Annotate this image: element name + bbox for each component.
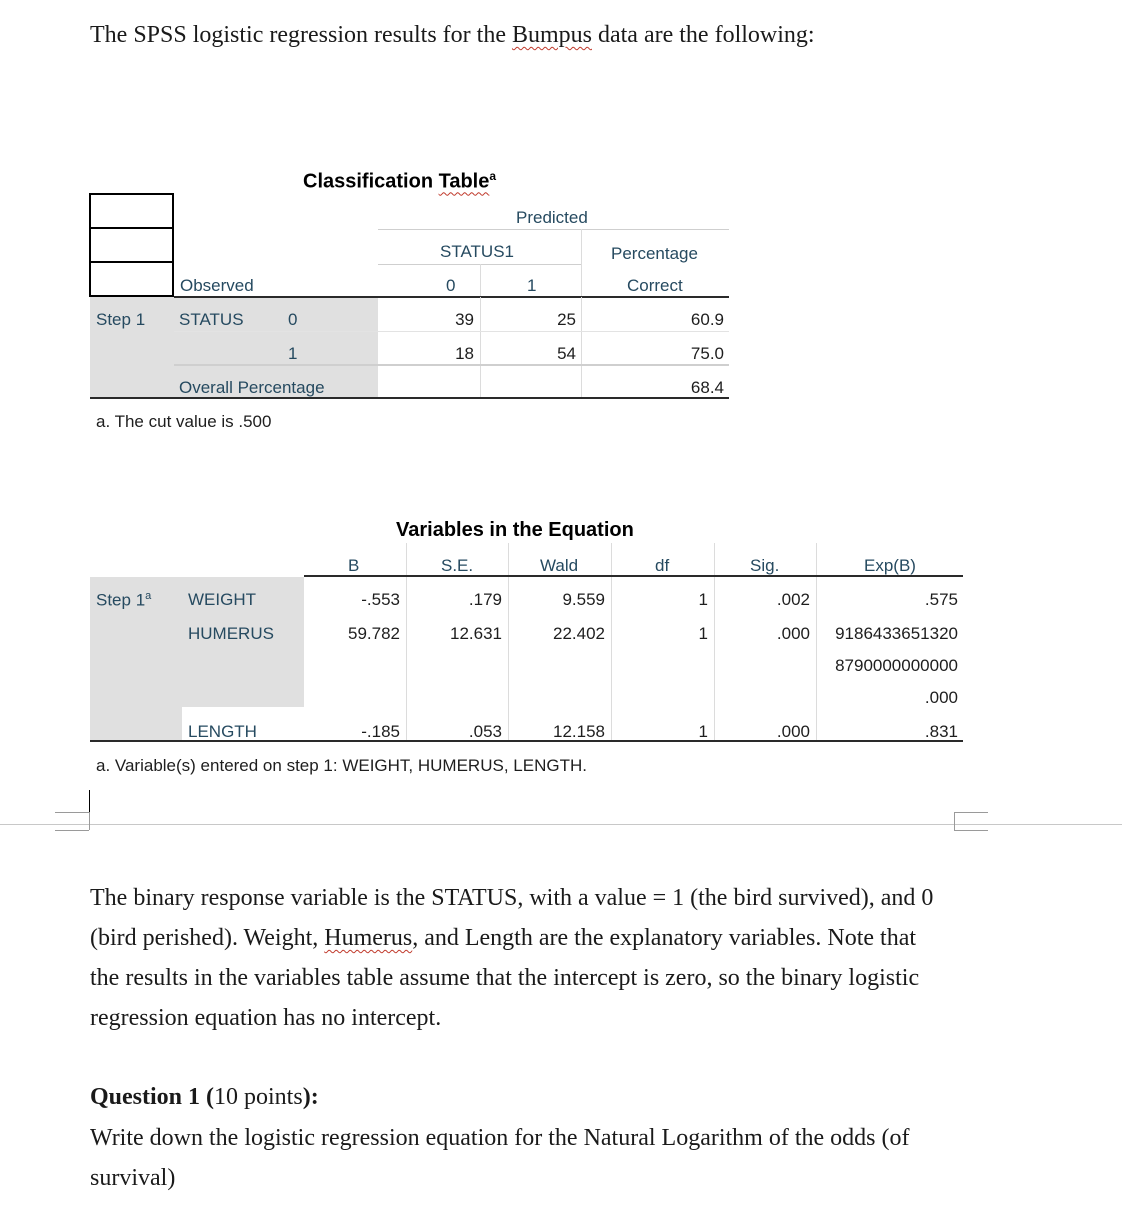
percentage-header: Percentage — [611, 244, 698, 263]
length-wald: 12.158 — [553, 722, 605, 741]
length-expb: .831 — [924, 722, 958, 741]
header-b: B — [348, 556, 360, 575]
humerus-df: 1 — [698, 624, 708, 643]
overall-percentage-label: Overall Percentage — [179, 378, 325, 397]
humerus-b: 59.782 — [348, 624, 400, 643]
status-label: STATUS — [179, 310, 244, 329]
header-expb: Exp(B) — [864, 556, 916, 575]
status1-header: STATUS1 — [440, 242, 514, 261]
humerus-sig: .000 — [776, 624, 810, 643]
weight-expb: .575 — [924, 590, 958, 609]
cell-r1-c1: 54 — [557, 344, 576, 363]
bumpus-word: Bumpus — [511, 22, 592, 48]
col-0-header: 0 — [446, 276, 456, 295]
humerus-expb-line1: 9186433651320 — [835, 624, 958, 643]
cell-r0-pct: 60.9 — [690, 310, 724, 329]
predicted-header: Predicted — [516, 208, 588, 227]
cell-r0-c1: 25 — [557, 310, 576, 329]
row-humerus-label: HUMERUS — [188, 624, 274, 643]
weight-b: -.553 — [361, 590, 400, 609]
row-length-label: LENGTH — [188, 722, 257, 741]
weight-sig: .002 — [776, 590, 810, 609]
header-se: S.E. — [441, 556, 474, 575]
weight-se: .179 — [468, 590, 502, 609]
humerus-wald: 22.402 — [553, 624, 605, 643]
empty-box — [89, 227, 174, 263]
humerus-word: Humerus — [324, 925, 413, 951]
question-text: Write down the logistic regression equation for the Natural Logarithm of the odds (of survival) — [90, 1125, 910, 1191]
observed-header: Observed — [180, 276, 254, 295]
length-se: .053 — [468, 722, 502, 741]
variables-footnote: a. Variable(s) entered on step 1: WEIGHT, HUMERUS, LENGTH. — [96, 756, 587, 775]
length-df: 1 — [698, 722, 708, 741]
correct-header: Correct — [627, 276, 683, 295]
length-sig: .000 — [776, 722, 810, 741]
length-b: -.185 — [361, 722, 400, 741]
classification-footnote: a. The cut value is .500 — [96, 412, 272, 431]
cell-overall-pct: 68.4 — [690, 378, 724, 397]
header-wald: Wald — [540, 556, 579, 575]
intro-text: The SPSS logistic regression results for the Bumpus data are the following: — [90, 22, 815, 48]
cell-r1-c0: 18 — [455, 344, 474, 363]
weight-df: 1 — [698, 590, 708, 609]
humerus-expb-line2: 8790000000000 — [835, 656, 958, 675]
weight-wald: 9.559 — [562, 590, 605, 609]
variables-table-title: Variables in the Equation — [396, 519, 634, 541]
header-sig: Sig. — [750, 556, 780, 575]
empty-box — [89, 193, 174, 229]
explanation-paragraph: The binary response variable is the STATUS, with a value = 1 (the bird survived), and 0 (bird perished). Weight, Humerus, and Length are the explanatory variables. Note that the results in the variables table assume that the intercept is zero, so the binary logistic regression equation has no intercept. — [90, 885, 934, 1031]
var-step-label: Step 1$^a$ — [96, 590, 152, 610]
row-0-label: 0 — [288, 310, 298, 329]
empty-box — [89, 261, 174, 297]
cell-r0-c0: 39 — [455, 310, 474, 329]
question-heading: Question 1 (10 points): — [90, 1084, 319, 1110]
row-1-label: 1 — [288, 344, 298, 363]
col-1-header: 1 — [527, 276, 537, 295]
header-df: df — [655, 556, 670, 575]
humerus-se: 12.631 — [450, 624, 502, 643]
step-label: Step 1 — [96, 310, 146, 329]
row-weight-label: WEIGHT — [188, 590, 256, 609]
cell-r1-pct: 75.0 — [690, 344, 724, 363]
humerus-expb-line3: .000 — [924, 688, 958, 707]
classification-table-title: Classification Table$^a$ — [303, 169, 497, 193]
